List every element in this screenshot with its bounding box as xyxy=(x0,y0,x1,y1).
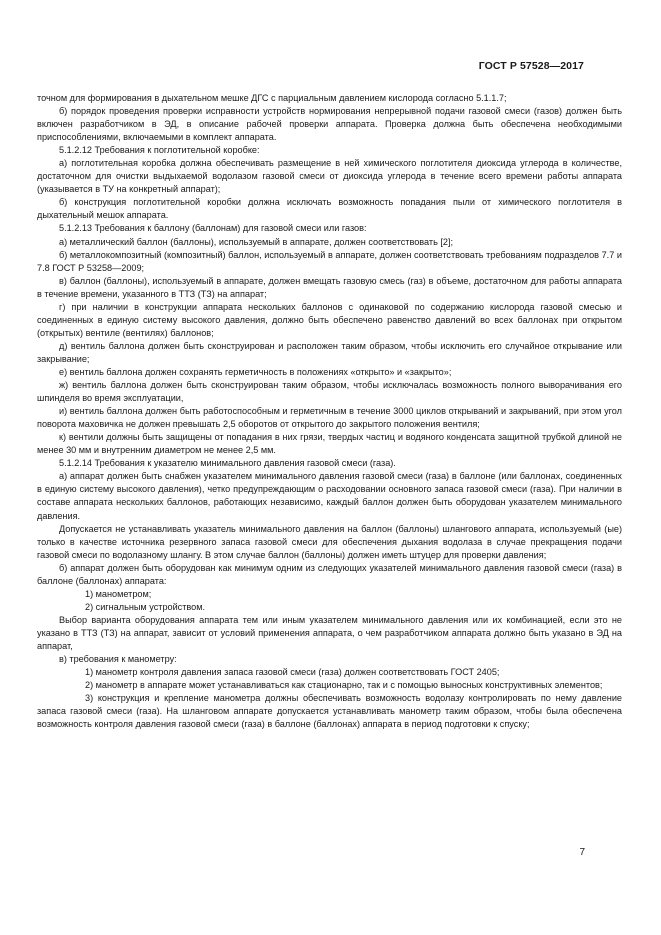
section-heading: 5.1.2.14 Требования к указателю минимального давления газовой смеси (газа). xyxy=(59,458,396,469)
paragraph: точном для формирования в дыхательном мешке ДГС с парциальным давлением кислорода согласно 5.1.1.7; xyxy=(37,93,507,103)
paragraph: ж) вентиль баллона должен быть сконструирован таким образом, чтобы исключалась возможность полного выворачивания его шпинделя во время эксплуатации, xyxy=(37,380,622,404)
paragraph: Допускается не устанавливать указатель минимального давления на баллон (баллоны) шлангового аппарата, используемый (ые) только в качестве источника резервного запаса газовой смеси для обеспечения дыхания водолаза в случае прекращения подачи газовой смеси по водолазному шлангу. В этом случае баллон (баллоны) должен иметь штуцер для проверки давления; xyxy=(37,523,622,560)
list-item: 2) сигнальным устройством. xyxy=(85,601,206,612)
paragraph: б) конструкция поглотительной коробки должна исключать возможность попадания пыли от химического поглотителя в дыхательный мешок аппарата. xyxy=(37,197,622,221)
paragraph: в) баллон (баллоны), используемый в аппарате, должен вмещать газовую смесь (газ) в объеме, достаточном для работы аппарата в течение времени, указанного в ТТЗ (ТЗ) на аппарат; xyxy=(37,275,622,299)
list-item: 1) манометром; xyxy=(85,588,152,599)
document-body xyxy=(37,92,622,731)
paragraph: а) аппарат должен быть снабжен указателем минимального давления газовой смеси (газа) в баллоне (или баллонах, соединенных в единую систему высокого давления), четко предупреждающим о расходовании основного запаса газовой смеси (газа). При наличии в составе аппарата нескольких баллонов, работающих независимо, каждый баллон должен быть оборудован указателем минимального давления. xyxy=(37,471,622,521)
paragraph: и) вентиль баллона должен быть работоспособным и герметичным в течение 3000 циклов открываний и закрываний, при этом угол поворота маховичка не должен превышать 2,5 оборотов от открытого до закрытого положения вентиля; xyxy=(37,406,622,430)
list-item: 1) манометр контроля давления запаса газовой смеси (газа) должен соответствовать ГОСТ 2405; xyxy=(85,667,500,678)
paragraph: а) металлический баллон (баллоны), используемый в аппарате, должен соответствовать [2]; xyxy=(59,236,454,247)
paragraph: к) вентили должны быть защищены от попадания в них грязи, твердых частиц и водяного конденсата защитной трубкой длиной не менее 30 мм и внутренним диаметром не менее 2,5 мм. xyxy=(37,432,622,456)
paragraph: в) требования к манометру: xyxy=(59,654,177,665)
document-header: ГОСТ Р 57528—2017 xyxy=(478,60,584,72)
paragraph: д) вентиль баллона должен быть сконструирован и расположен таким образом, чтобы исключить его случайное открывание или закрывание; xyxy=(37,340,622,364)
paragraph: б) металлокомпозитный (композитный) баллон, используемый в аппарате, должен соответствовать требованиям подразделов 7.7 и 7.8 ГОСТ Р 53258—2009; xyxy=(37,249,622,273)
paragraph: б) аппарат должен быть оборудован как минимум одним из следующих указателей минимального давления газовой смеси (газа) в баллоне (баллонах) аппарата: xyxy=(37,562,622,586)
paragraph: е) вентиль баллона должен сохранять герметичность в положениях «открыто» и «закрыто»; xyxy=(59,366,452,377)
list-item: 3) конструкция и крепление манометра должны обеспечивать возможность водолазу контролировать по нему давление запаса газовой смеси (газа). На шланговом аппарате допускается устанавливать манометр таким образом, чтобы была обеспечена возможность контроля давления газовой смеси (газа) в баллоне (баллонах) аппарата в период подготовки к спуску; xyxy=(37,693,622,730)
section-heading: 5.1.2.13 Требования к баллону (баллонам) для газовой смеси или газов: xyxy=(59,223,367,234)
paragraph: а) поглотительная коробка должна обеспечивать размещение в ней химического поглотителя диоксида углерода в количестве, достаточном для очистки выдыхаемой водолазом газовой смеси от диоксида углерода в течение всего времени работы аппарата (указывается в ТУ на конкретный аппарат); xyxy=(37,158,622,195)
paragraph: Выбор варианта оборудования аппарата тем или иным указателем минимального давления или их комбинацией, если это не указано в ТТЗ (ТЗ) на аппарат, зависит от условий применения аппарата, о чем разработчиком аппарата должно быть указано в ЭД на аппарат, xyxy=(37,614,622,651)
section-heading: 5.1.2.12 Требования к поглотительной коробке: xyxy=(59,145,260,156)
paragraph: г) при наличии в конструкции аппарата нескольких баллонов с одинаковой по содержанию кислорода газовой смесью и соединенных в единую систему высокого давления, должно быть обеспечено равенство давлений во всех баллонах при открытом (открытых) вентиле (вентилях) баллонов; xyxy=(37,301,622,338)
list-item: 2) манометр в аппарате может устанавливаться как стационарно, так и с помощью выносных конструктивных элементов; xyxy=(85,680,603,691)
page-number: 7 xyxy=(579,847,585,858)
paragraph: б) порядок проведения проверки исправности устройств нормирования непрерывной подачи газовой смеси (газов) должен быть включен разработчиком в ЭД, в описание рабочей проверки аппарата. Проверка должна быть обеспечена необходимыми приспособлениями, включаемыми в комплект аппарата. xyxy=(37,106,622,143)
